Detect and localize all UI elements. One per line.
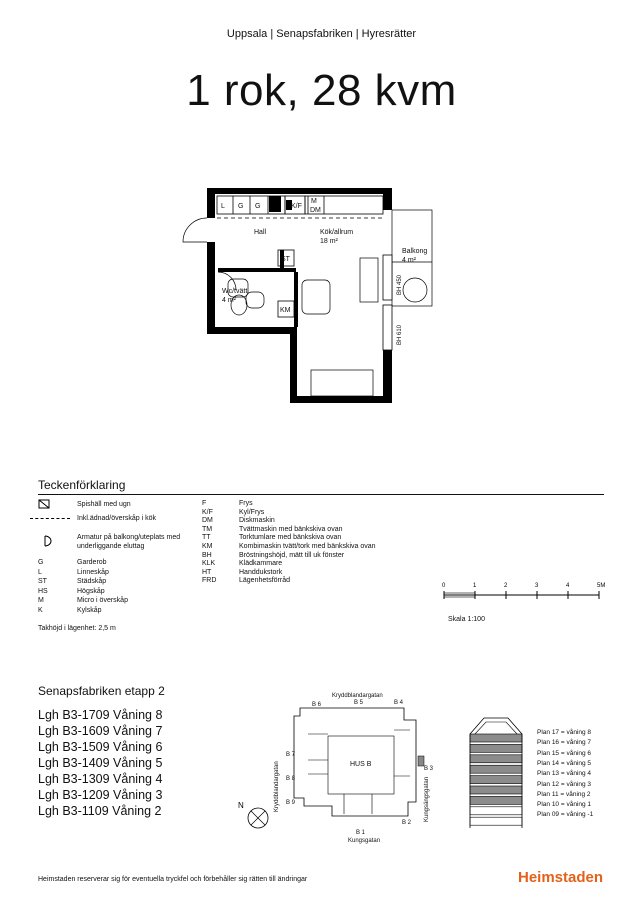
- legend-code: F: [202, 500, 207, 507]
- legend-code-text: Diskmaskin: [239, 517, 275, 525]
- compass-icon: [238, 801, 268, 828]
- scale-tick-label: 2: [504, 583, 508, 589]
- room-area: 4 m²: [222, 297, 236, 304]
- legend-code: K: [38, 606, 43, 614]
- scale-tick-label: 5M: [597, 583, 606, 589]
- legend-code-text: Bröstningshöjd, mätt till uk fönster: [239, 551, 345, 559]
- house-label: HUS B: [350, 761, 372, 768]
- room-label: Hall: [254, 229, 267, 236]
- cab-label: G: [255, 203, 261, 210]
- legend-symbol-text: Spishäll med ugn: [77, 501, 131, 508]
- building-label: B 8: [286, 776, 296, 782]
- building-label: B 6: [312, 702, 322, 708]
- building-label: B 4: [394, 700, 404, 706]
- outlet-icon: [44, 535, 52, 547]
- page-title: 1 rok, 28 kvm: [186, 66, 457, 115]
- apartment-item: Lgh B3-1709 Våning 8: [38, 708, 163, 722]
- floor-bar: [470, 765, 522, 773]
- legend-code-text: Högskåp: [77, 587, 105, 595]
- wall-bottom-left: [207, 327, 297, 334]
- legend-code: KLK: [202, 560, 216, 568]
- apartment-item: Lgh B3-1509 Våning 6: [38, 740, 163, 754]
- building-label: B 9: [286, 800, 296, 806]
- etapp-title: Senapsfabriken etapp 2: [38, 684, 165, 698]
- legend-code: TT: [202, 534, 211, 542]
- floor-bar: [470, 776, 522, 784]
- scale-tick-label: 3: [535, 583, 539, 589]
- site-plan: [232, 690, 442, 850]
- legend-code-text: Klädkammare: [239, 560, 283, 568]
- legend-code-text: Tvättmaskin med bänkskiva ovan: [239, 525, 343, 533]
- disclaimer: Heimstaden reserverar sig för eventuella tryckfel och förbehåller sig rätten till ändringar: [38, 876, 308, 883]
- brand-logo: Heimstaden: [518, 869, 604, 886]
- building-label: B 2: [402, 820, 412, 826]
- legend-code: L: [38, 568, 42, 576]
- wall-right-top: [383, 188, 392, 210]
- apartment-item: Lgh B3-1609 Våning 7: [38, 724, 163, 738]
- dashed-line-icon: [30, 518, 70, 519]
- legend-code-text: Kyl/Frys: [239, 508, 265, 516]
- floor-label: Plan 10 = våning 1: [537, 801, 592, 809]
- cab-label: M: [311, 198, 317, 205]
- legend-heading: Teckenförklaring: [38, 478, 126, 492]
- wall-left-lower: [207, 242, 215, 332]
- floor-plan: [170, 180, 450, 410]
- apartment-item: Lgh B3-1309 Våning 4: [38, 772, 163, 786]
- street-label: Kungsängsgatan: [424, 776, 430, 822]
- cab-label: KM: [280, 307, 291, 314]
- compass-label: N: [238, 801, 244, 810]
- floor-bar: [470, 755, 522, 763]
- room-area: 18 m²: [320, 238, 338, 245]
- floor-label: Plan 17 = våning 8: [537, 729, 592, 736]
- apartment-item: Lgh B3-1209 Våning 3: [38, 788, 163, 802]
- legend-code: M: [38, 597, 44, 604]
- legend-code-text: Städskåp: [77, 578, 107, 585]
- room-label: Balkong: [402, 248, 428, 255]
- spishall-icon: [38, 499, 50, 509]
- scale-label: Skala 1:100: [448, 616, 485, 623]
- room-label: Wc/tvätt: [222, 288, 248, 295]
- legend-divider: [38, 494, 604, 495]
- legend-code: HT: [202, 568, 212, 576]
- cab-label: G: [238, 203, 244, 210]
- building-label: B 7: [286, 752, 296, 758]
- cab-label: ST: [281, 256, 290, 263]
- legend-code: DM: [202, 517, 213, 525]
- legend-code: FRD: [202, 577, 217, 585]
- floor-label: Plan 13 = våning 4: [537, 770, 592, 778]
- apartment-item: Lgh B3-1109 Våning 2: [38, 804, 162, 818]
- floor-label: Plan 16 = våning 7: [537, 739, 592, 747]
- legend-code: HS: [38, 587, 48, 595]
- wall-left-upper: [207, 188, 215, 218]
- cab-label: L: [221, 203, 225, 210]
- scale-tick-label: 0: [442, 583, 446, 589]
- floor-bar: [470, 744, 522, 752]
- legend-code: TM: [202, 525, 213, 533]
- legend-code-text: Handdukstork: [239, 568, 283, 576]
- ceiling-height: Takhöjd i lägenhet: 2,5 m: [38, 625, 116, 632]
- cab-label: DM: [310, 207, 321, 214]
- legend-code-text: Torktumlare med bänkskiva ovan: [239, 534, 342, 542]
- legend-code-text: Linneskåp: [77, 568, 109, 576]
- floor-label: Plan 11 = våning 2: [537, 790, 591, 798]
- legend-code-text: Kombimaskin tvätt/tork med bänkskiva ovan: [239, 543, 376, 550]
- floor-bar: [470, 786, 522, 794]
- floor-label: Plan 09 = våning -1: [537, 811, 594, 819]
- building-label: B 5: [354, 700, 364, 706]
- street-label: Kryddblandargatan: [332, 693, 383, 699]
- floor-label: Plan 14 = våning 5: [537, 759, 592, 767]
- floor-bar: [470, 817, 522, 825]
- street-label: Kryddblandargatan: [274, 761, 280, 812]
- room-label: Kök/allrum: [320, 229, 354, 236]
- street-label: Kungsgatan: [348, 838, 381, 844]
- floor-stack: [462, 712, 532, 832]
- legend-code-text: Micro i överskåp: [77, 597, 128, 604]
- window-height: BH 450: [397, 274, 403, 295]
- wc-wall-right: [294, 272, 298, 327]
- legend-code-text: Frys: [239, 500, 253, 507]
- floor-label: Plan 12 = våning 3: [537, 780, 592, 788]
- legend-code-text: Garderob: [77, 559, 107, 566]
- floor-bar: [470, 734, 522, 742]
- apartment-item: Lgh B3-1409 Våning 5: [38, 756, 163, 770]
- legend-code-text: Kylskåp: [77, 606, 102, 614]
- wall-top: [207, 188, 389, 194]
- header-subtitle: Uppsala | Senapsfabriken | Hyresrätter: [226, 28, 417, 40]
- building-label: B 1: [356, 830, 366, 836]
- legend-symbol-text: Armatur på balkong/uteplats med underliggande eluttag: [77, 534, 181, 550]
- legend-code: G: [38, 559, 44, 566]
- legend-code-text: Lägenhetsförråd: [239, 577, 290, 585]
- scale-tick-label: 4: [566, 583, 570, 589]
- floor-label: Plan 15 = våning 6: [537, 749, 592, 757]
- building-label: B 3: [424, 766, 434, 772]
- floor-bar: [470, 807, 522, 815]
- legend-code: BH: [202, 551, 212, 559]
- legend-code: K/F: [202, 508, 213, 516]
- legend-code: KM: [202, 543, 213, 550]
- legend-code: ST: [38, 578, 47, 585]
- window-height: BH 610: [397, 324, 403, 345]
- wall-step: [290, 327, 297, 402]
- room-area: 4 m²: [402, 257, 416, 264]
- scale-tick-label: 1: [473, 583, 477, 589]
- wc-wall-top: [218, 268, 296, 272]
- legend-symbol-text: Inkl.ädnad/överskåp i kök: [77, 515, 156, 522]
- wall-bottom: [290, 396, 392, 403]
- floor-bar: [470, 796, 522, 804]
- cab-label: K/F: [291, 203, 302, 210]
